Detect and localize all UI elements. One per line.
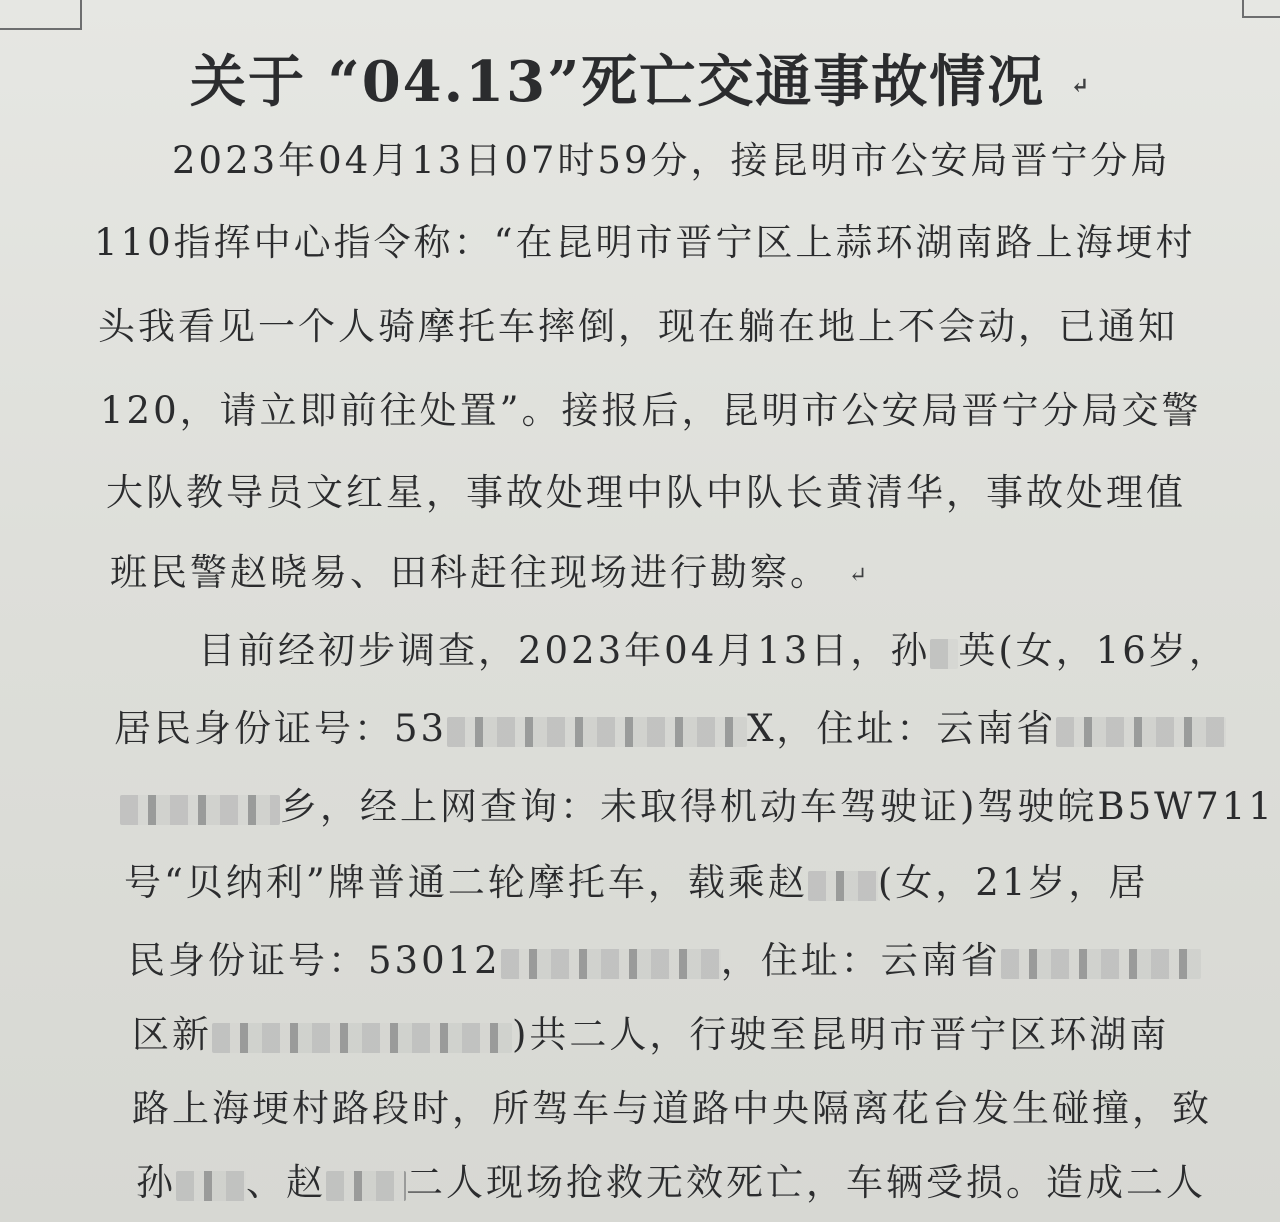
line-text-a: 居民身份证号：53 <box>114 707 448 750</box>
redaction-block <box>1001 949 1201 979</box>
line-text-b: )共二人，行驶至昆明市晋宁区环湖南 <box>512 1013 1170 1056</box>
redaction-block <box>212 1023 512 1053</box>
line-text-a: 目前经初步调查，2023年04月13日，孙 <box>198 629 931 672</box>
redaction-block <box>120 795 280 825</box>
line-text-c: 二人现场抢救无效死亡，车辆受损。造成二人 <box>406 1161 1206 1204</box>
paragraph2-line-1 <box>198 620 1229 674</box>
line-text-b: 英(女，16岁， <box>958 629 1229 672</box>
redaction-block <box>930 639 958 669</box>
paragraph2-line-3 <box>120 776 1275 830</box>
paragraph2-line-7 <box>132 1078 1212 1132</box>
line-text-a: 孙 <box>136 1161 176 1204</box>
redaction-block <box>326 1171 406 1201</box>
redaction-block <box>176 1171 246 1201</box>
line-text-b: 乡，经上网查询：未取得机动车驾驶证)驾驶皖B5W711 <box>280 785 1275 828</box>
line-text-b: (女，21岁，居 <box>877 861 1149 904</box>
return-mark-icon: ↵ <box>1070 73 1092 100</box>
redaction-block <box>501 949 721 979</box>
return-mark-icon: ↵ <box>848 563 871 588</box>
line-text: 班民警赵晓易、田科赶往现场进行勘察。 <box>110 551 830 594</box>
line-text-a: 区新 <box>132 1013 212 1056</box>
title-text: 关于 “04.13”死亡交通事故情况 <box>190 49 1046 115</box>
line-text-b: 、赵 <box>246 1161 326 1204</box>
document-title <box>190 38 1170 118</box>
paragraph1-line-1: 2023年04月13日07时59分，接昆明市公安局晋宁分局 <box>172 139 1171 182</box>
crop-mark-left <box>0 0 82 30</box>
paragraph1-line-2: 110指挥中心指令称：“在昆明市晋宁区上蒜环湖南路上海埂村 <box>94 221 1196 264</box>
redaction-block <box>1056 717 1226 747</box>
line-text-a: 路上海埂村路段时，所驾车与道路中央隔离花台发生碰撞，致 <box>132 1087 1212 1130</box>
line-text-b: ，住址：云南省 <box>720 939 1001 982</box>
redaction-block <box>808 871 878 901</box>
paragraph1-line-6 <box>110 542 870 596</box>
line-text-b: X，住址：云南省 <box>747 707 1057 750</box>
paragraph2-line-2 <box>114 698 1226 752</box>
crop-mark-right <box>1242 0 1280 18</box>
paragraph1-line-4: 120，请立即前往处置”。接报后，昆明市公安局晋宁分局交警 <box>100 389 1202 432</box>
line-text-a: 民身份证号：53012 <box>128 939 501 982</box>
paragraph2-line-4 <box>124 852 1148 906</box>
paragraph2-line-5 <box>128 930 1201 984</box>
redaction-block <box>447 717 747 747</box>
paragraph2-line-8 <box>136 1152 1206 1206</box>
paragraph1-line-3: 头我看见一个人骑摩托车摔倒，现在躺在地上不会动，已通知 <box>98 305 1178 348</box>
paragraph2-line-6 <box>132 1004 1169 1058</box>
line-text-a: 号“贝纳利”牌普通二轮摩托车，载乘赵 <box>124 861 808 904</box>
paragraph1-line-5: 大队教导员文红星，事故处理中队中队长黄清华，事故处理值 <box>106 471 1186 514</box>
